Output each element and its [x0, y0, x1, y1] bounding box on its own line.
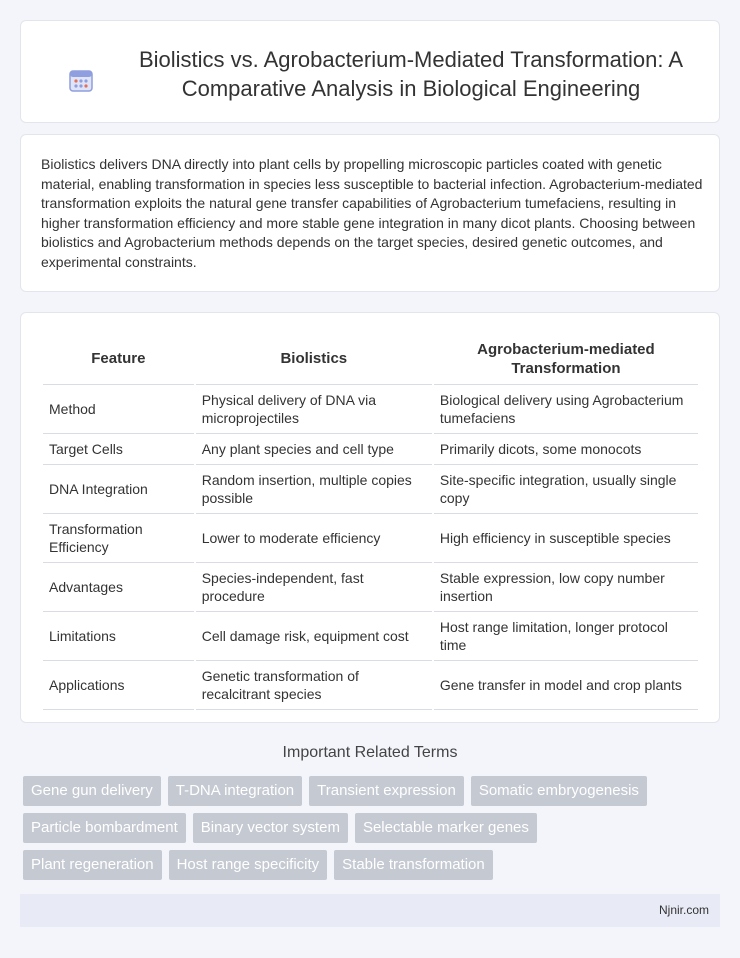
table-cell: Random insertion, multiple copies possible — [196, 465, 432, 514]
tag-row — [23, 776, 723, 806]
related-term-tag[interactable]: Somatic embryogenesis — [471, 776, 647, 806]
summary-text: Biolistics delivers DNA directly into plant cells by propelling microscopic particles coated with genetic material, enabling transformation in species less susceptible to bacterial infection. Agrobacterium-mediated transformation exploits the natural gene transfer capabilities of Agrobacterium tumefaciens, resulting in higher transformation efficiency and more stable gene integration in many dicot plants. Choosing between biolistics and Agrobacterium methods depends on the target species, desired genetic outcomes, and experimental constraints. — [41, 156, 703, 270]
related-term-tag[interactable]: Transient expression — [309, 776, 464, 806]
tag-row — [23, 850, 723, 880]
related-term-tag[interactable]: T-DNA integration — [168, 776, 302, 806]
related-term-tag[interactable]: Selectable marker genes — [355, 813, 537, 843]
table-cell: Species-independent, fast procedure — [196, 563, 432, 612]
table-cell: Lower to moderate efficiency — [196, 514, 432, 563]
footer-site-name: Njnir.com — [658, 903, 709, 917]
table-row — [43, 661, 698, 710]
related-term-tag[interactable]: Binary vector system — [193, 813, 348, 843]
comparison-table-card — [20, 312, 720, 723]
related-term-tag[interactable]: Particle bombardment — [23, 813, 186, 843]
table-cell: Transformation Efficiency — [43, 514, 194, 563]
table-cell: Method — [43, 385, 194, 434]
table-row — [43, 612, 698, 661]
related-terms-title: Important Related Terms — [282, 744, 458, 761]
table-row — [43, 465, 698, 514]
column-header: Agrobacterium-mediated Transformation — [434, 333, 698, 385]
table-cell: High efficiency in susceptible species — [434, 514, 698, 563]
calendar-icon — [68, 67, 94, 93]
related-terms — [23, 776, 723, 887]
column-header: Feature — [43, 333, 194, 385]
table-header-row — [43, 333, 698, 385]
table-cell: Target Cells — [43, 434, 194, 465]
table-cell: Stable expression, low copy number insertion — [434, 563, 698, 612]
table-cell: Advantages — [43, 563, 194, 612]
related-term-tag[interactable]: Plant regeneration — [23, 850, 162, 880]
table-cell: Biological delivery using Agrobacterium tumefaciens — [434, 385, 698, 434]
table-row — [43, 385, 698, 434]
table-cell: Applications — [43, 661, 194, 710]
table-cell: Host range limitation, longer protocol time — [434, 612, 698, 661]
tag-row — [23, 813, 723, 843]
table-row — [43, 434, 698, 465]
table-row — [43, 514, 698, 563]
footer — [20, 894, 720, 927]
table-cell: Cell damage risk, equipment cost — [196, 612, 432, 661]
title-card — [20, 20, 720, 123]
table-row — [43, 563, 698, 612]
table-cell: DNA Integration — [43, 465, 194, 514]
comparison-table — [41, 333, 700, 710]
table-cell: Limitations — [43, 612, 194, 661]
column-header: Biolistics — [196, 333, 432, 385]
page-title: Biolistics vs. Agrobacterium-Mediated Transformation: A Comparative Analysis in Biological Engineering — [138, 47, 684, 101]
related-term-tag[interactable]: Gene gun delivery — [23, 776, 161, 806]
table-cell: Any plant species and cell type — [196, 434, 432, 465]
table-cell: Site-specific integration, usually single copy — [434, 465, 698, 514]
table-cell: Physical delivery of DNA via microprojectiles — [196, 385, 432, 434]
table-cell: Genetic transformation of recalcitrant species — [196, 661, 432, 710]
related-term-tag[interactable]: Stable transformation — [334, 850, 493, 880]
related-term-tag[interactable]: Host range specificity — [169, 850, 328, 880]
table-cell: Gene transfer in model and crop plants — [434, 661, 698, 710]
table-cell: Primarily dicots, some monocots — [434, 434, 698, 465]
summary-card — [20, 134, 720, 292]
